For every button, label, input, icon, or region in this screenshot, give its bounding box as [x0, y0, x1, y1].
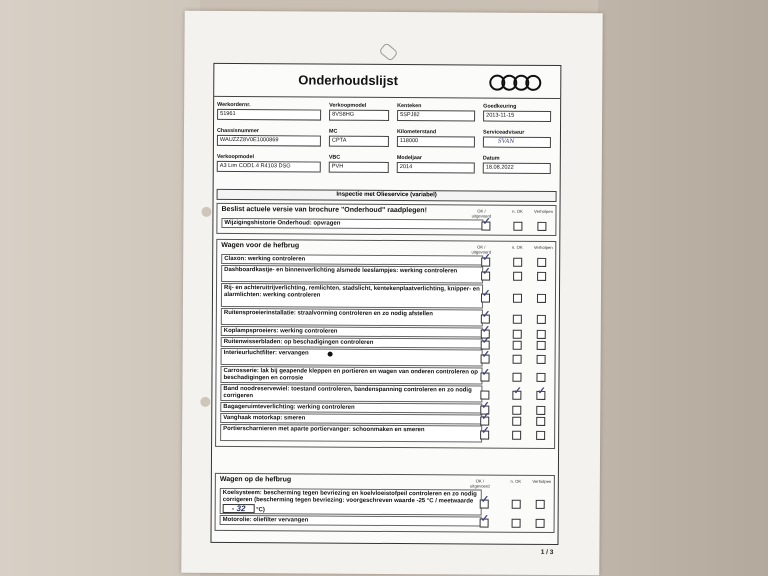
checkbox-not-ok[interactable]	[513, 294, 522, 303]
header-field-value[interactable]: 51961	[217, 109, 321, 121]
header-field-label: Chassisnummer	[216, 127, 259, 135]
checklist-item	[220, 402, 482, 414]
header-field	[329, 129, 389, 147]
checkbox-fixed[interactable]	[537, 222, 546, 231]
check-mark-icon: ✓	[481, 400, 490, 412]
check-mark-icon: ✓	[481, 411, 490, 423]
checkbox-not-ok[interactable]	[512, 500, 521, 509]
checkbox-not-ok[interactable]	[512, 519, 521, 528]
checkbox-fixed[interactable]	[537, 341, 546, 350]
service-band: Inspectie met Olieservice (variabel)	[217, 189, 557, 202]
header-field	[397, 103, 475, 121]
section-heading: Wagen op de hefbrug	[219, 475, 292, 484]
header-field-label: VBC	[328, 154, 341, 161]
header-field-value[interactable]: 2014	[397, 162, 475, 173]
check-mark-icon: ✓	[481, 425, 490, 437]
header-field-label: Goedkeuring	[483, 103, 517, 110]
column-header-not-ok: n. OK	[511, 244, 523, 250]
header-field	[483, 130, 551, 148]
checkbox-not-ok[interactable]	[513, 272, 522, 281]
measured-value[interactable]: - 32	[223, 504, 255, 513]
checklist-item-label: Koelsysteem: bescherming tegen bevriezing en koelvloeistofpeil controleren en zo nodig corrigeren (bescherming tegen bevriezing: voorgeschreven waarde -25 °C / meetwaarde	[222, 489, 477, 505]
column-header-not-ok: n. OK	[510, 478, 522, 484]
checklist-item-label: Motorolie: oliefilter vervangen	[222, 516, 309, 524]
header-field	[217, 102, 321, 121]
checklist-item	[220, 413, 482, 425]
header-field-label: MC	[328, 128, 338, 135]
header-divider	[214, 96, 560, 99]
check-mark-icon: ✓	[481, 309, 491, 321]
check-mark-icon: ✓	[481, 288, 491, 300]
header-field-value[interactable]: 5SPJ82	[397, 110, 475, 121]
checklist-item	[221, 337, 483, 349]
checklist-item-label: Bagageruimteverlichting: werking controleren	[223, 403, 355, 411]
checkbox-fixed[interactable]	[537, 258, 546, 267]
checkbox-fixed[interactable]	[537, 294, 546, 303]
header-field	[217, 128, 321, 147]
checklist-item-label: Vanghaak motorkap: smeren	[223, 414, 306, 422]
ink-dot-mark	[328, 352, 333, 357]
column-header-fixed: Verholpen	[533, 244, 553, 250]
header-field-value[interactable]: PVH	[329, 162, 389, 173]
check-mark-icon: ✓	[482, 216, 491, 228]
checkbox-fixed[interactable]	[536, 519, 545, 528]
checkbox-fixed[interactable]	[536, 417, 545, 426]
header-field-value[interactable]: 118000	[397, 136, 475, 147]
check-mark-icon: ✓	[480, 494, 490, 506]
header-field-value[interactable]: SVAN	[483, 137, 551, 148]
header-field-value[interactable]: 2013-11-15	[483, 111, 551, 122]
checkbox-fixed[interactable]	[537, 330, 546, 339]
header-field-label: Werkordernr.	[217, 101, 251, 109]
checkbox-fixed[interactable]	[537, 315, 546, 324]
checkbox-fixed[interactable]	[537, 272, 546, 281]
checklist-item	[220, 424, 482, 443]
header-field-label: Serviceadviseur	[482, 129, 525, 136]
checkbox-fixed[interactable]	[536, 406, 545, 415]
section-heading: Beslist actuele versie van brochure "Onderhoud" raadplegen!	[221, 205, 427, 215]
checklist-item-label: Claxon: werking controleren	[224, 255, 306, 263]
column-header-not-ok: n. OK	[512, 208, 523, 214]
header-field	[483, 104, 551, 122]
column-header-fixed: Verholpen	[534, 208, 553, 214]
header-field	[397, 155, 475, 173]
header-field-label: Verkoopmodel	[329, 102, 367, 109]
header-field-value[interactable]: CPTA	[329, 136, 389, 147]
punch-hole	[201, 207, 211, 217]
checkbox-not-ok[interactable]	[513, 315, 522, 324]
header-field	[483, 156, 551, 174]
column-header-ok: OK / uitgevoerd	[471, 244, 492, 255]
check-mark-icon: ✓	[480, 513, 490, 525]
check-mark-icon: ✓	[513, 385, 522, 397]
header-field-label: Modeljaar	[396, 155, 423, 162]
checklist-item	[221, 265, 483, 284]
column-header-fixed: Verholpen	[532, 478, 552, 484]
header-field	[217, 154, 321, 173]
form	[210, 63, 561, 556]
page-number: 1 / 3	[540, 548, 554, 556]
punch-hole	[200, 397, 210, 407]
check-mark-icon: ✓	[481, 349, 491, 361]
check-mark-icon: ✓	[482, 266, 491, 278]
checklist-section	[215, 239, 556, 449]
header-field-label: Kenteken	[397, 103, 422, 110]
paper-sheet	[181, 11, 602, 576]
background-right	[598, 0, 768, 576]
checklist-item-label: Portierscharnieren met aparte portiervanger: schoonmaken en smeren	[223, 425, 425, 434]
checklist-item	[220, 384, 482, 403]
checklist-item-label: Ruitensproeierinstallatie: straalvorming controleren en zo nodig afstellen	[223, 309, 433, 318]
check-mark-icon: ✓	[482, 252, 491, 264]
checklist-item-label: Koplampsproeiers: werking controleren	[223, 327, 338, 335]
checkbox-fixed[interactable]	[536, 373, 545, 382]
checkbox-not-ok[interactable]	[513, 355, 522, 364]
checklist-item	[221, 348, 483, 367]
column-header-ok: OK / uitgevoerd	[471, 208, 492, 219]
checklist-item	[221, 308, 483, 327]
checklist-section	[215, 473, 555, 533]
checklist-item	[221, 283, 483, 309]
checklist-item-label: Rij- en achteruitrijverlichting, remlichten, stadslicht, kentekenplaatverlichting, knipper- en alarmlichten: werking controleren	[223, 284, 480, 299]
checkbox-ok[interactable]	[480, 391, 489, 400]
checklist-item	[221, 254, 483, 266]
header-field	[397, 129, 475, 147]
header-field-value[interactable]: 8VS8HG	[329, 110, 389, 121]
header-field-label: Datum	[482, 155, 500, 162]
header-field	[329, 103, 389, 121]
column-header-ok: OK / uitgevoerd	[470, 478, 490, 489]
checkbox-fixed[interactable]	[536, 431, 545, 440]
checkbox-fixed[interactable]	[537, 355, 546, 364]
header-field-value[interactable]: WAUZZZ8V0E1000869	[217, 135, 321, 147]
header-field	[329, 155, 389, 173]
checkbox-fixed[interactable]	[536, 500, 545, 509]
checklist-section	[216, 203, 556, 236]
header-field-value[interactable]: A3 Lim COD1.4 R4103 DSG	[217, 161, 321, 173]
check-mark-icon: ✓	[537, 385, 546, 397]
checklist-item-label: Dashboardkastje- en binnenverlichting alsmede leeslampjes: werking controleren	[224, 266, 458, 275]
checkbox-not-ok[interactable]	[512, 373, 521, 382]
checkbox-not-ok[interactable]	[513, 258, 522, 267]
checklist-item	[220, 488, 482, 516]
checkbox-not-ok[interactable]	[512, 417, 521, 426]
checklist-item-label: Interieurluchtfilter: vervangen	[223, 349, 309, 357]
header-field-label: Verkoopmodel	[216, 153, 255, 161]
checkbox-not-ok[interactable]	[513, 341, 522, 350]
paperclip-icon	[378, 42, 398, 62]
background-left	[0, 0, 200, 576]
checklist-item	[221, 326, 483, 338]
checklist-item	[220, 515, 482, 527]
vehicle-info-grid	[216, 101, 555, 171]
checkbox-not-ok[interactable]	[512, 431, 521, 440]
section-heading: Wagen voor de hefbrug	[221, 241, 300, 250]
page-title: Onderhoudslijst	[298, 72, 399, 89]
checklist-item-label: Wijzigingshistorie Onderhoud: opvragen	[224, 219, 341, 227]
four-rings-logo	[488, 74, 548, 92]
checklist-item-label: Carrosserie: lak bij geapende kleppen en portieren en wagen van onderen controleren op beschadigingen en corrosie	[223, 367, 478, 382]
checkbox-not-ok[interactable]	[513, 330, 522, 339]
checklist-item	[220, 366, 482, 385]
checklist-item-label: Band noodreservewiel: toestand controleren, bandenspanning controleren en zo nodig corrigeren	[223, 385, 472, 400]
header-field-value[interactable]: 18.08.2022	[483, 163, 551, 174]
checkbox-not-ok[interactable]	[512, 406, 521, 415]
measured-unit: °C)	[254, 507, 265, 514]
header-field-label: Kilometerstand	[396, 129, 437, 136]
check-mark-icon: ✓	[481, 367, 490, 379]
checklist-item-label: Ruitenwisserbladen: op beschadigingen controleren	[223, 338, 374, 346]
check-mark-icon: ✓	[481, 324, 491, 336]
check-mark-icon: ✓	[481, 335, 491, 347]
checklist-item	[221, 218, 483, 230]
checkbox-not-ok[interactable]	[513, 222, 522, 231]
